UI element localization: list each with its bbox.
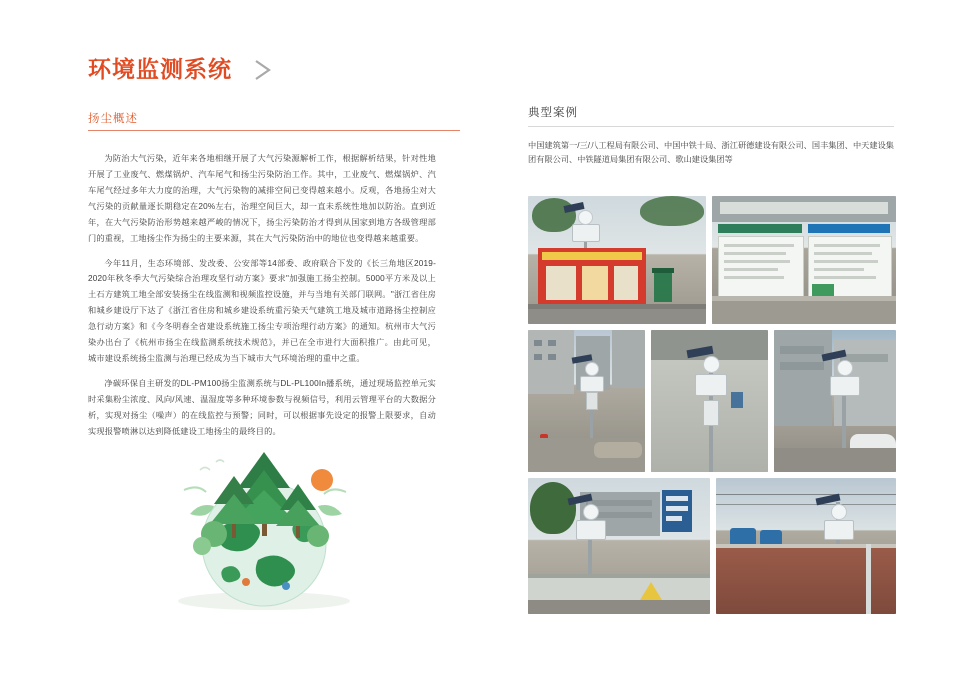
photo-row-1	[528, 196, 896, 324]
photo-row-2	[528, 330, 896, 472]
case-photo-grid	[528, 196, 896, 620]
photo-monitor-pole-building	[774, 330, 896, 472]
photo-monitor-pole-street	[528, 330, 645, 472]
section-label-cases: 典型案例	[528, 107, 578, 119]
chevron-right-icon	[250, 57, 276, 83]
photo-monitor-pole-fence	[528, 478, 710, 614]
photo-monitor-pole-rooftop	[716, 478, 896, 614]
cases-client-list: 中国建筑第一/三/八工程局有限公司、中国中铁十局、浙江研德建设有限公司、国丰集团、中天建设集团有限公司、中铁隧道局集团有限公司、歌山建设集团等	[528, 141, 894, 165]
section-label-overview: 扬尘概述	[88, 112, 138, 125]
section-divider	[88, 130, 460, 131]
overview-paragraph-3: 净碳环保自主研发的DL-PM100扬尘监测系统与DL-PL100In播系统，通过现场监控单元实时采集粉尘浓度、风向/风速、温湿度等多种环境参数与视频信号，利用云管理平台的大数据分析，实现对扬尘（噪声）的在线监控与预警；同时，可以根据事先设定的报警上限要求，自动实现报警喷淋以达到降低建设工地扬尘的最终目的。	[88, 379, 436, 437]
photo-green-info-boards	[712, 196, 896, 324]
left-column	[88, 56, 468, 449]
page-title: 环境监测系统	[88, 56, 232, 82]
earth-illustration	[146, 418, 382, 618]
cases-divider	[528, 126, 894, 127]
title-row	[88, 56, 468, 84]
overview-body	[88, 151, 436, 441]
photo-row-3	[528, 478, 896, 614]
overview-paragraph-2: 今年11月，生态环境部、发改委、公安部等14部委、政府联合下发的《长三角地区2019-2020年秋冬季大气污染综合治理攻坚行动方案》要求"加强施工扬尘控制。5000平方米及以上土石方建筑工地全部安装扬尘在线监测和视频监控设施，并与当地有关部门联网。"浙江省住房和城乡建设厅下达了《浙江省住房和城乡建设系统重污染天气建筑工地及城市道路扬尘控制应急行动方案》和《今冬明春全省建设系统施工扬尘专项治理行动方案》的通知。杭州市大气污染办出台了《杭州市扬尘在线监测系统技术规范》，并已在全市进行大面积推广。由此可见，城市建设系统扬尘监测与治理已经成为当下城市大气环境治理的重中之重。	[88, 258, 436, 364]
right-column	[528, 104, 896, 168]
overview-paragraph-1: 为防治大气污染，近年来各地相继开展了大气污染源解析工作，根据解析结果，针对性地开展了工业废气、燃煤锅炉、汽车尾气和扬尘污染防治工作。其中，工业废气、燃煤锅炉、汽车尾气经过多年大力度的治理，大气污染物的减排空间已变得越来越小。反观，各地扬尘对大气污染的贡献量逐长期稳定在20%左右，治理空间巨大，却一直未系统性地加以防治。直到近年，在大气污染防治形势越来越严峻的情况下，扬尘污染防治才得到从国家到地方各级管理部门的重视，工地扬尘作为扬尘的主要来源，其在大气污染防治中的地位也变得越来越重要。	[88, 153, 436, 243]
photo-monitor-pole-wall	[651, 330, 768, 472]
photo-site-display-board	[528, 196, 706, 324]
